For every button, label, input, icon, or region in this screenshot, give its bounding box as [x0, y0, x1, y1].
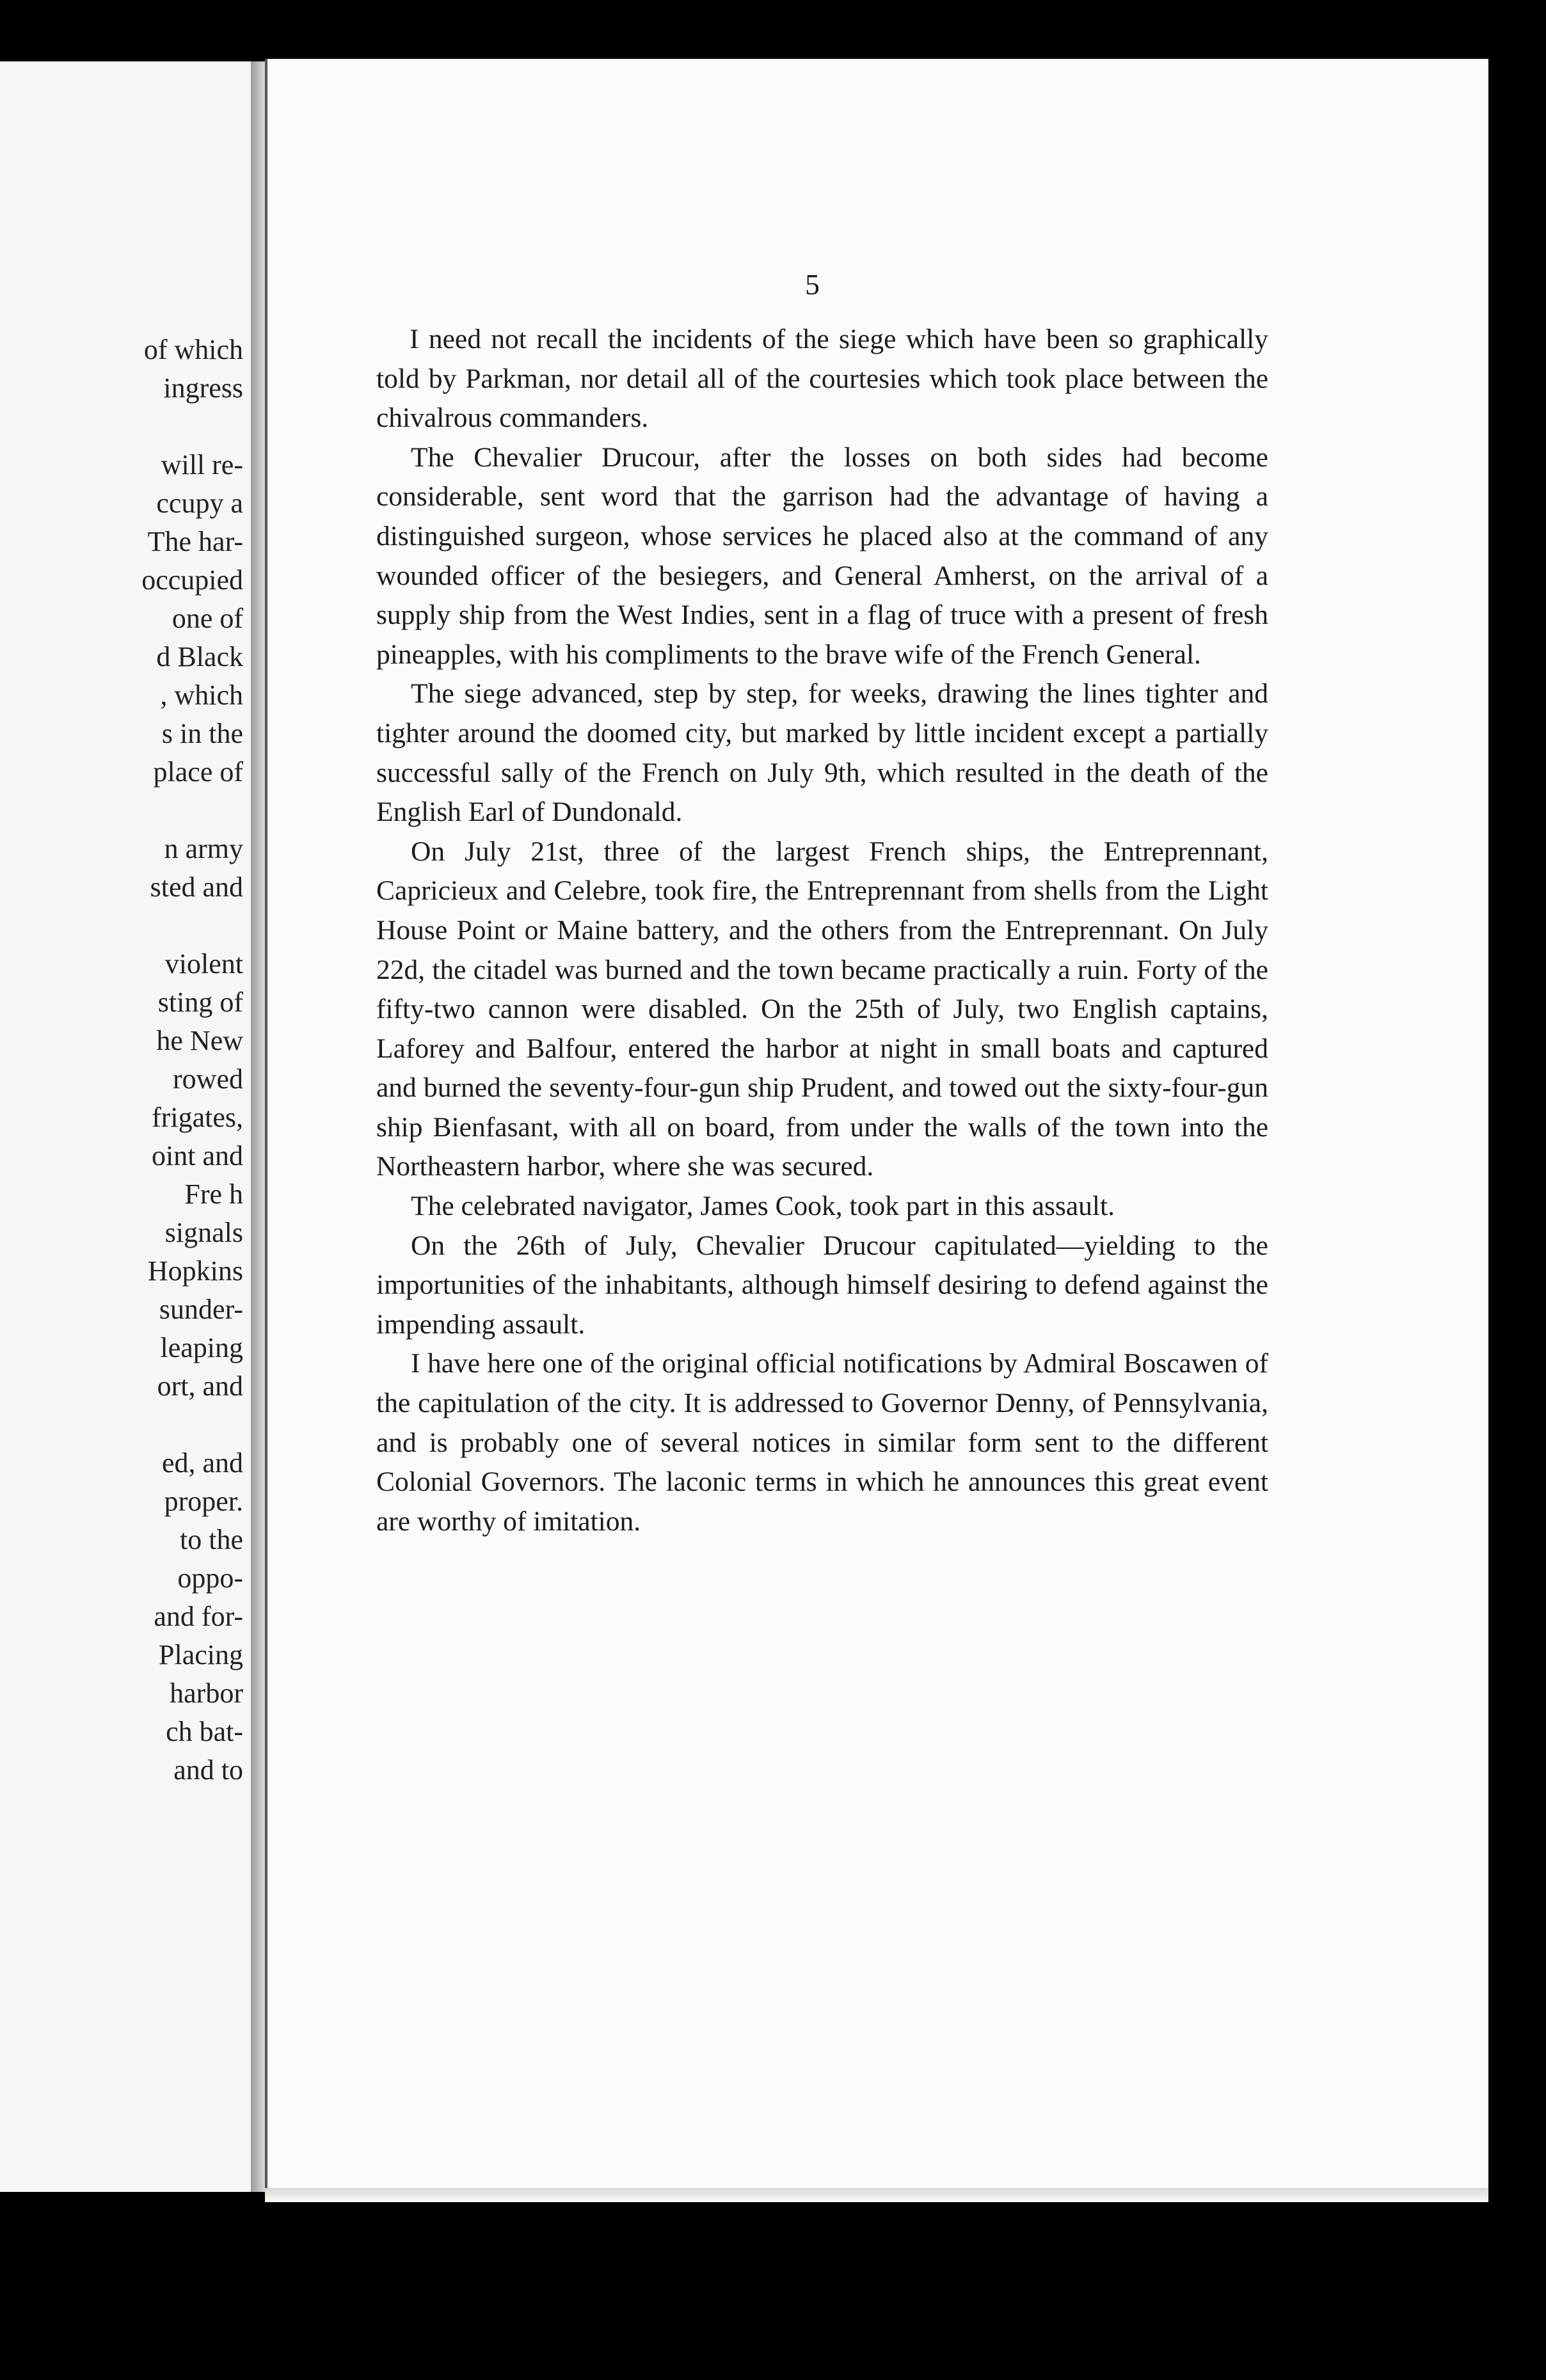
left-page-fragment: to the: [180, 1524, 243, 1555]
left-page-fragment: n army: [164, 833, 243, 864]
left-page-fragment: Fre h: [184, 1178, 243, 1210]
left-page-fragment: , which: [160, 679, 243, 711]
paragraph-5: The celebrated navigator, James Cook, took part in this assault.: [411, 1191, 1115, 1222]
paragraph-7: I have here one of the original official notifications by Admiral Boscawen of the capitulation of the city. It is addressed to Governor Denny, of Pennsylvania, and is probably one of several notices in similar form sent to the different Colonial Governors. The laconic terms in which he announces this great event are worthy of imitation.: [376, 1348, 1268, 1537]
paragraph-2: The Chevalier Drucour, after the losses on both sides had become considerable, sent word that the garrison had the advantage of having a distinguished surgeon, whose services he placed also at the command of any wounded officer of the besiegers, and General Amherst, on the arrival of a supply ship from the West Indies, sent in a flag of truce with a present of fresh pineapples, with his compliments to the brave wife of the French General.: [376, 441, 1268, 670]
left-page-fragment: Hopkins: [147, 1255, 243, 1287]
left-page-fragment: d Black: [156, 641, 243, 672]
left-page-fragment: frigates,: [152, 1102, 243, 1133]
left-page-fragment: sted and: [150, 871, 243, 903]
left-page-fragment: sting of: [157, 987, 243, 1018]
left-page-fragment: ed, and: [161, 1447, 243, 1479]
left-page-fragment: oint and: [152, 1140, 243, 1171]
left-facing-page: [0, 61, 255, 2192]
left-page-fragment: one of: [171, 603, 243, 634]
left-page-fragment: rowed: [173, 1063, 243, 1095]
left-page-fragment: violent: [164, 948, 243, 980]
paragraph-1: I need not recall the incidents of the siege which have been so graphically told by Parkman, nor detail all of the courtesies which took place between the chivalrous commanders.: [376, 324, 1268, 434]
left-page-fragment: ccupy a: [156, 488, 243, 519]
left-page-fragment: The har-: [147, 526, 243, 557]
left-page-fragment: sunder-: [159, 1294, 243, 1325]
body-text: [376, 320, 1268, 1541]
left-page-fragment: and to: [173, 1754, 243, 1786]
left-page-fragment: he New: [156, 1025, 243, 1056]
page-number: 5: [805, 268, 820, 301]
paragraph-3: The siege advanced, step by step, for weeks, drawing the lines tighter and tighter around the doomed city, but marked by little incident except a partially successful sally of the French on July 9th, which resulted in the death of the English Earl of Dundonald.: [376, 678, 1268, 828]
left-page-fragment: proper.: [164, 1486, 243, 1517]
left-page-fragment: leaping: [160, 1332, 243, 1363]
left-page-fragment: place of: [153, 756, 243, 788]
left-page-fragment: signals: [164, 1217, 243, 1248]
left-page-fragment: ch bat-: [166, 1716, 243, 1747]
left-page-fragment: ingress: [163, 372, 243, 404]
left-page-fragment: oppo-: [177, 1562, 243, 1594]
left-page-fragment: harbor: [170, 1678, 243, 1709]
left-page-fragment: ort, and: [157, 1370, 243, 1402]
paragraph-6: On the 26th of July, Chevalier Drucour capitulated—yielding to the importunities of the inhabitants, although himself desiring to defend against the impending assault.: [376, 1230, 1268, 1340]
left-page-fragment: will re-: [161, 449, 243, 480]
left-page-fragment: Placing: [159, 1639, 243, 1670]
left-page-fragment: of which: [143, 334, 243, 365]
paragraph-4: On July 21st, three of the largest French ships, the Entreprennant, Capricieux and Celebre, took fire, the Entreprennant from shells from the Light House Point or Maine battery, and the others from the Entreprennant. On July 22d, the citadel was burned and the town became practically a ruin. Forty of the fifty-two cannon were disabled. On the 25th of July, two English captains, Laforey and Balfour, entered the harbor at night in small boats and captured and burned the seventy-four-gun ship Prudent, and towed out the sixty-four-gun ship Bienfasant, with all on board, from under the walls of the town into the Northeastern harbor, where she was secured.: [376, 836, 1268, 1182]
page-bottom-edge: [265, 2188, 1488, 2202]
left-page-fragment: s in the: [161, 718, 243, 749]
left-page-fragment: and for-: [154, 1601, 243, 1632]
left-page-fragment: occupied: [141, 564, 243, 596]
